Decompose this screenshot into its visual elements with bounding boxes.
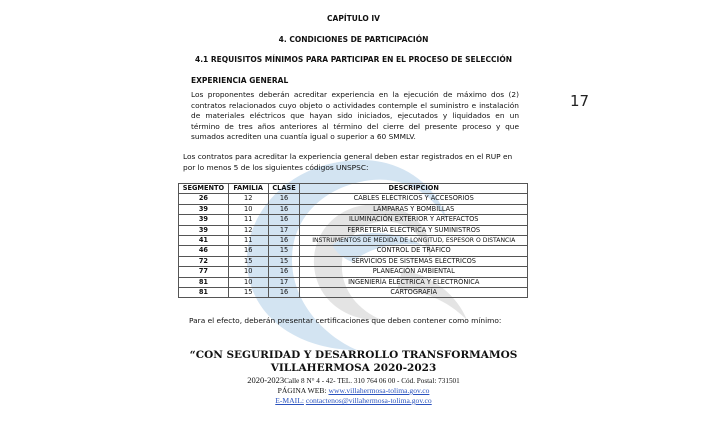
table-row <box>179 236 528 246</box>
cell-segmento: 77 <box>179 267 229 277</box>
cell-clase: 16 <box>268 194 300 204</box>
cell-clase: 16 <box>268 236 300 246</box>
footer-address <box>0 375 707 385</box>
cell-descripcion: SERVICIOS DE SISTEMAS ELÉCTRICOS <box>300 256 528 266</box>
table-row <box>179 267 528 277</box>
cell-familia: 10 <box>228 277 268 287</box>
cell-descripcion: INSTRUMENTOS DE MEDIDA DE LONGITUD, ESPESOR O DISTANCIA <box>300 236 528 246</box>
cell-descripcion: PLANEACIÓN AMBIENTAL <box>300 267 528 277</box>
cell-segmento: 46 <box>179 246 229 256</box>
chapter-title: CAPÍTULO IV <box>327 14 380 23</box>
footer-email <box>0 396 707 405</box>
cell-descripcion: ILUMINACIÓN EXTERIOR Y ARTEFACTOS <box>300 215 528 225</box>
cell-familia: 12 <box>228 225 268 235</box>
cell-familia: 15 <box>228 288 268 298</box>
footer-web <box>0 386 707 395</box>
cell-familia: 10 <box>228 267 268 277</box>
cell-clase: 16 <box>268 204 300 214</box>
table-row <box>179 277 528 287</box>
page-number: 17 <box>570 92 590 110</box>
cell-familia: 16 <box>228 246 268 256</box>
cell-clase: 16 <box>268 215 300 225</box>
cell-familia: 11 <box>228 215 268 225</box>
header-segmento: SEGMENTO <box>179 184 229 194</box>
cell-segmento: 41 <box>179 236 229 246</box>
table-row <box>179 256 528 266</box>
footer-address-text: Calle 8 N° 4 - 42- TEL. 310 764 06 00 - Cód. Postal: 731501 <box>284 377 460 385</box>
cell-clase: 16 <box>268 267 300 277</box>
footer-years: 2020-2023 <box>247 375 285 385</box>
header-familia: FAMILIA <box>228 184 268 194</box>
table-header-row <box>179 184 528 194</box>
cell-segmento: 39 <box>179 215 229 225</box>
cell-descripcion: CONTROL DE TRÁFICO <box>300 246 528 256</box>
cell-familia: 15 <box>228 256 268 266</box>
cell-descripcion: FERRETERÍA ELÉCTRICA Y SUMINISTROS <box>300 225 528 235</box>
table-row <box>179 225 528 235</box>
header-clase: CLASE <box>268 184 300 194</box>
experience-paragraph: Los proponentes deberán acreditar experiencia en la ejecución de máximo dos (2) contratos relacionados cuyo objeto o actividades contemple el suministro e instalación de materiales eléctricos que hayan sido iniciados, ejecutados y liquidados en un término de tres años anteriores al término del cierre del presente proceso y que sumados acrediten una cuantía igual o superior a 60 SMMLV. <box>191 90 519 141</box>
footer-slogan-line2: VILLAHERMOSA 2020-2023 <box>270 362 437 374</box>
cell-clase: 15 <box>268 246 300 256</box>
cell-descripcion: LÁMPARAS Y BOMBILLAS <box>300 204 528 214</box>
certifications-note: Para el efecto, deberán presentar certificaciones que deben contener como mínimo: <box>189 316 502 325</box>
subsection-title: 4.1 REQUISITOS MÍNIMOS PARA PARTICIPAR EN EL PROCESO DE SELECCIÓN <box>194 55 512 64</box>
table-row <box>179 288 528 298</box>
cell-familia: 12 <box>228 194 268 204</box>
header-descripcion: DESCRIPCION <box>300 184 528 194</box>
table-row <box>179 204 528 214</box>
experience-heading: EXPERIENCIA GENERAL <box>191 76 289 85</box>
contracts-note: Los contratos para acreditar la experiencia general deben estar registrados en el RUP en por lo menos 5 de los siguientes códigos UNSPSC: <box>183 152 513 172</box>
cell-clase: 17 <box>268 225 300 235</box>
unspsc-codes-table <box>178 183 528 298</box>
cell-segmento: 72 <box>179 256 229 266</box>
cell-clase: 16 <box>268 288 300 298</box>
footer-slogan-line1: “CON SEGURIDAD Y DESARROLLO TRANSFORMAMOS <box>189 349 518 361</box>
cell-clase: 17 <box>268 277 300 287</box>
cell-descripcion: INGENIERÍA ELÉCTRICA Y ELECTRÓNICA <box>300 277 528 287</box>
email-label: E-MAIL: <box>275 396 304 405</box>
web-label: PÁGINA WEB: <box>277 386 327 395</box>
cell-segmento: 39 <box>179 204 229 214</box>
email-link[interactable]: contactenos@villahermosa-tolima.gov.co <box>305 396 432 405</box>
table-row <box>179 246 528 256</box>
website-link[interactable]: www.villahermosa-tolima.gov.co <box>328 386 430 395</box>
cell-descripcion: CARTOGRAFÍA <box>300 288 528 298</box>
table-row <box>179 215 528 225</box>
table-row <box>179 194 528 204</box>
cell-descripcion: CABLES ELÉCTRICOS Y ACCESORIOS <box>300 194 528 204</box>
cell-segmento: 81 <box>179 277 229 287</box>
cell-familia: 10 <box>228 204 268 214</box>
section-title: 4. CONDICIONES DE PARTICIPACIÓN <box>278 35 429 44</box>
cell-segmento: 81 <box>179 288 229 298</box>
cell-familia: 11 <box>228 236 268 246</box>
cell-clase: 15 <box>268 256 300 266</box>
cell-segmento: 26 <box>179 194 229 204</box>
cell-segmento: 39 <box>179 225 229 235</box>
